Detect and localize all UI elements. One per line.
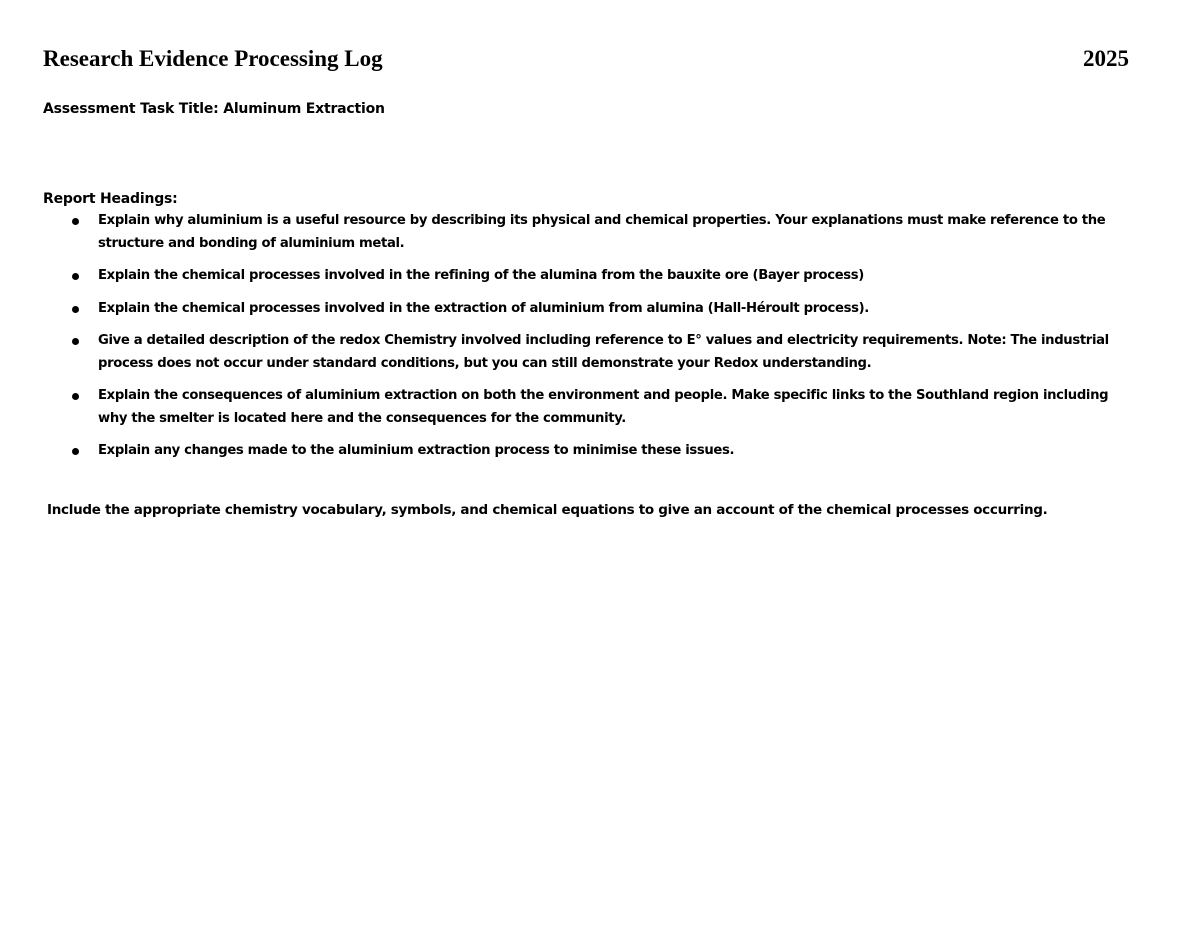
- report-heading-item: [70, 440, 1110, 463]
- bullet-icon: [72, 338, 79, 345]
- report-heading-item: [70, 385, 1110, 430]
- report-heading-text: Explain why aluminium is a useful resource by describing its physical and chemical properties. Your explanations must make reference to the structure and bonding of aluminium metal.: [98, 213, 1106, 251]
- bullet-icon: [72, 306, 79, 313]
- report-heading-text: Explain the consequences of aluminium extraction on both the environment and people. Make specific links to the Southland region including why the smelter is located here and the consequences for the community.: [98, 388, 1109, 426]
- page-header: [43, 44, 1129, 76]
- page-year: 2025: [1083, 46, 1129, 71]
- report-heading-item: [70, 330, 1110, 375]
- report-headings-label: Report Headings:: [43, 191, 178, 207]
- bullet-icon: [72, 273, 79, 280]
- report-heading-text: Explain any changes made to the aluminium extraction process to minimise these issues.: [98, 443, 735, 458]
- bullet-icon: [72, 218, 79, 225]
- report-heading-text: Explain the chemical processes involved in the refining of the alumina from the bauxite ore (Bayer process): [98, 268, 864, 283]
- report-heading-item: [70, 265, 1110, 288]
- report-heading-text: Explain the chemical processes involved in the extraction of aluminium from alumina (Hall-Héroult process).: [98, 300, 869, 316]
- page-title: Research Evidence Processing Log: [43, 46, 383, 71]
- closing-instruction: Include the appropriate chemistry vocabulary, symbols, and chemical equations to give an account of the chemical processes occurring.: [47, 502, 1048, 518]
- bullet-icon: [72, 448, 79, 455]
- report-heading-text: Give a detailed description of the redox Chemistry involved including reference to E° values and electricity requirements. Note: The industrial process does not occur under standard conditions, but you can still demonstrate your Redox understanding.: [98, 333, 1109, 371]
- report-heading-item: [70, 298, 1110, 321]
- report-headings-list: [70, 210, 1110, 473]
- report-heading-item: [70, 210, 1110, 255]
- bullet-icon: [72, 393, 79, 400]
- assessment-task-title: Assessment Task Title: Aluminum Extraction: [43, 101, 385, 117]
